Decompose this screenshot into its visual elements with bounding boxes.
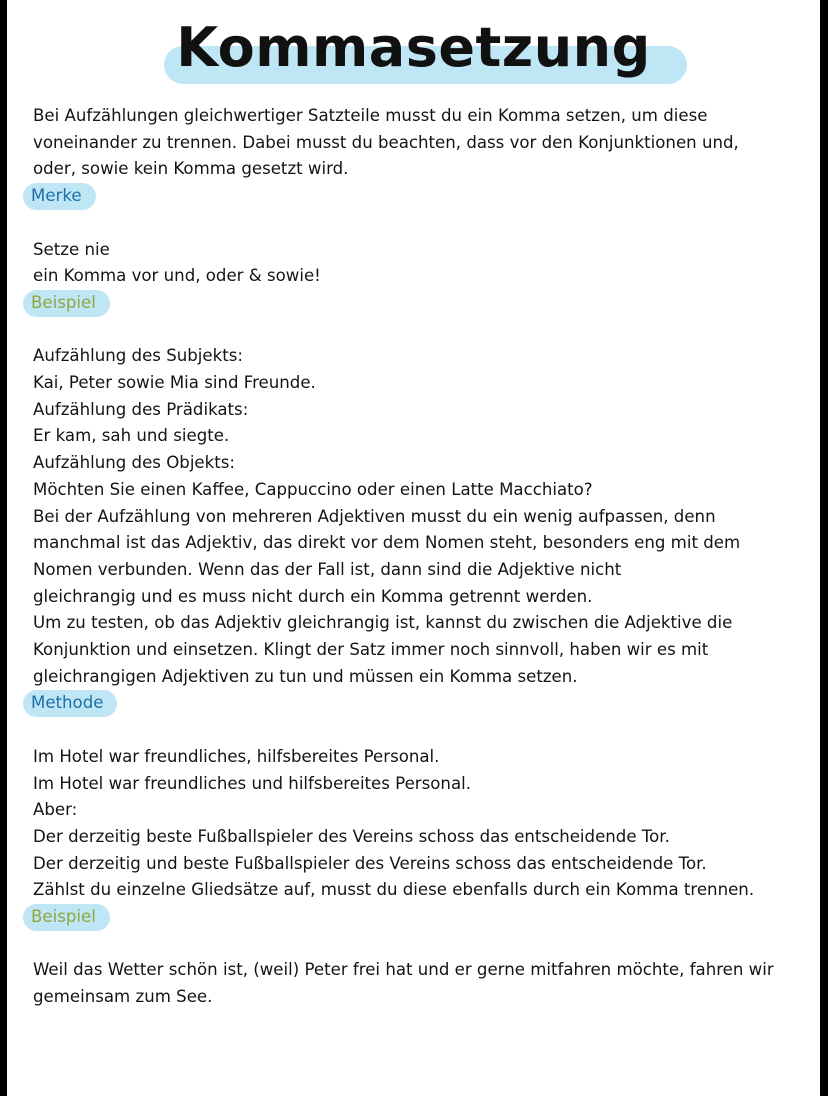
example-line: gleichrangig und es muss nicht durch ein Komma getrennt werden. [33, 586, 593, 606]
example-line: manchmal ist das Adjektiv, das direkt vor dem Nomen steht, besonders eng mit dem [33, 533, 741, 553]
intro-line: Bei Aufzählungen gleichwertiger Satzteile musst du ein Komma setzen, um diese [33, 106, 708, 125]
example-line: Er kam, sah und siegte. [33, 426, 230, 446]
document-body [33, 103, 813, 1011]
intro-line: voneinander zu trennen. Dabei musst du beachten, dass vor den Konjunktionen und, [33, 132, 739, 152]
example-line: gemeinsam zum See. [33, 987, 213, 1007]
example-line: Möchten Sie einen Kaffee, Cappuccino oder einen Latte Macchiato? [33, 479, 593, 499]
page-title: Kommasetzung [176, 16, 651, 79]
method-line: Zählst du einzelne Gliedsätze auf, musst du diese ebenfalls durch ein Komma trennen. [33, 880, 755, 900]
beispiel-label: Beispiel [23, 290, 110, 317]
example-line: Kai, Peter sowie Mia sind Freunde. [33, 373, 316, 392]
merke-line: ein Komma vor und, oder & sowie! [33, 266, 321, 286]
example-line: Aufzählung des Objekts: [33, 453, 235, 473]
method-line: Im Hotel war freundliches und hilfsbereites Personal. [33, 773, 471, 793]
beispiel-label: Beispiel [23, 904, 110, 931]
title-block [7, 12, 820, 84]
method-line: Im Hotel war freundliches, hilfsbereites Personal. [33, 746, 440, 766]
example-line: Aufzählung des Subjekts: [33, 346, 243, 366]
intro-line: oder, sowie kein Komma gesetzt wird. [33, 159, 349, 179]
example-line: Konjunktion und einsetzen. Klingt der Satz immer noch sinnvoll, haben wir es mit [33, 640, 709, 660]
document-page [7, 0, 820, 1096]
example-line: Nomen verbunden. Wenn das der Fall ist, dann sind die Adjektive nicht [33, 559, 622, 579]
merke-label: Merke [23, 183, 96, 210]
methode-label: Methode [23, 690, 117, 717]
method-line: Der derzeitig beste Fußballspieler des Vereins schoss das entscheidende Tor. [33, 826, 670, 846]
example-line: Aufzählung des Prädikats: [33, 399, 249, 419]
example-line: Weil das Wetter schön ist, (weil) Peter frei hat und er gerne mitfahren möchte, fahren wir [33, 960, 774, 980]
example-line: Um zu testen, ob das Adjektiv gleichrangig ist, kannst du zwischen die Adjektive die [33, 613, 733, 633]
example-line: gleichrangigen Adjektiven zu tun und müssen ein Komma setzen. [33, 666, 578, 686]
method-line: Aber: [33, 800, 78, 820]
example-line: Bei der Aufzählung von mehreren Adjektiven musst du ein wenig aufpassen, denn [33, 506, 716, 526]
merke-line: Setze nie [33, 239, 110, 259]
method-line: Der derzeitig und beste Fußballspieler des Vereins schoss das entscheidende Tor. [33, 853, 707, 873]
